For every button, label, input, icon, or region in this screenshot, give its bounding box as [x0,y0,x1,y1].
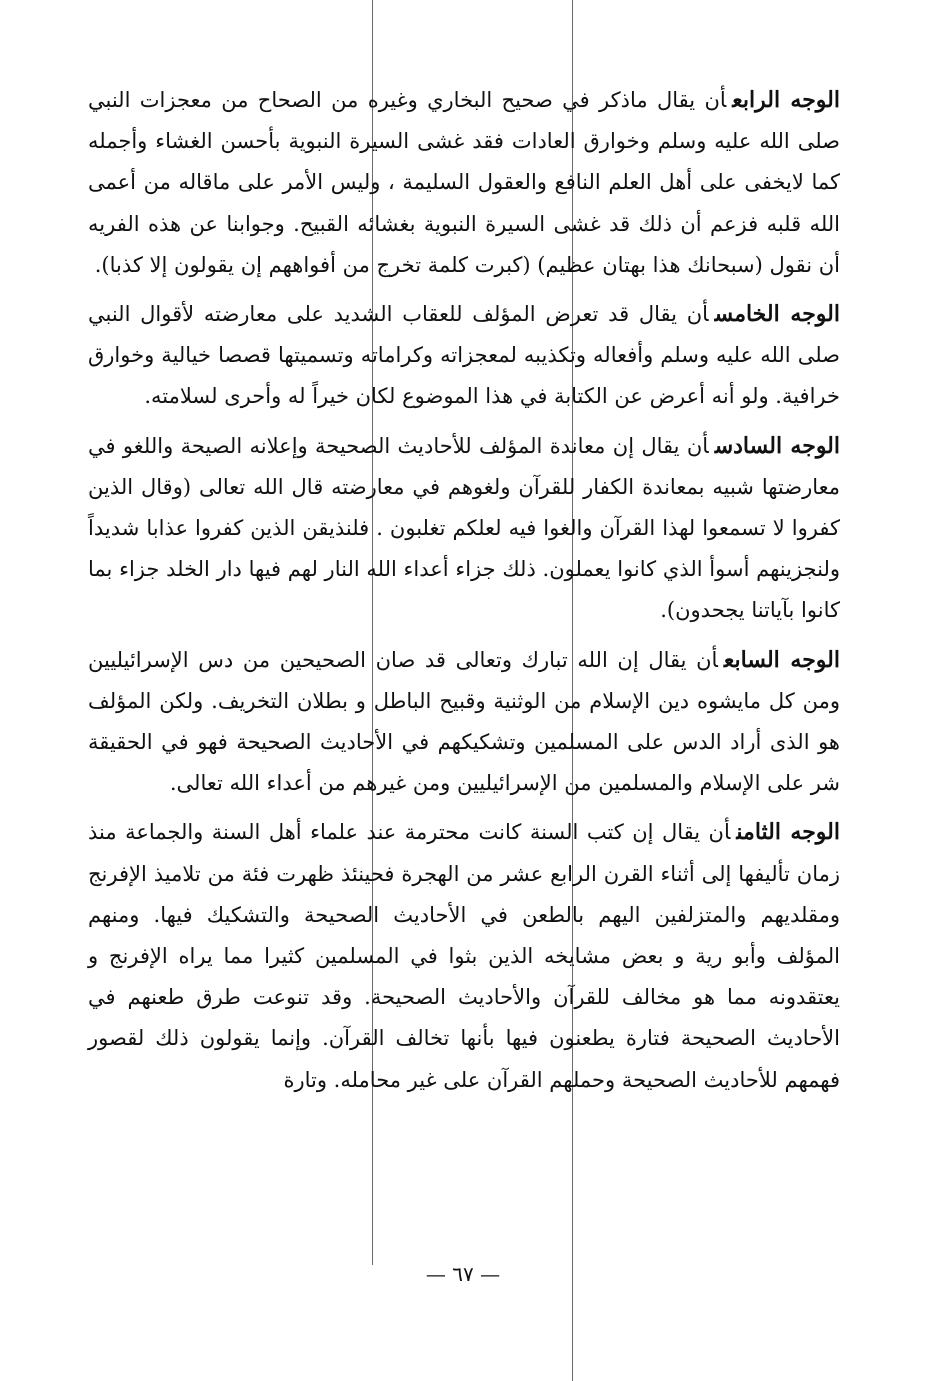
page-number: — ٦٧ — [425,1262,501,1286]
paragraph-eighth-aspect [88,812,840,1100]
paragraph-heading: الوجه الرابع [732,87,840,113]
paragraph-text: أن يقال إن معاندة المؤلف للأحاديث الصحيحة وإعلانه الصيحة واللغو في معارضتها شبيه بمعاندة الكفار للقرآن ولغوهم في معارضته قال الله تعالى (وقال الذين كفروا لا تسمعوا لهذا القرآن والغوا فيه لعلكم تغلبون . فلنذيقن الذين كفروا عذابا شديداً ولنجزينهم أسوأ الذي كانوا يعملون. ذلك جزاء أعداء الله النار لهم فيها دار الخلد جزاء بما كانوا بآياتنا يجحدون). [88,433,840,623]
document-body [88,80,840,1109]
paragraph-sixth-aspect [88,426,840,632]
paragraph-text: أن يقال إن الله تبارك وتعالى قد صان الصحيحين من دس الإسرائيليين ومن كل مايشوه دين الإسلام من الوثنية وقبيح الباطل و بطلان التخريف. ولكن المؤلف هو الذى أراد الدس على المسلمين وتشكيكهم في الأحاديث الصحيحة فهو في الحقيقة شر على الإسلام والمسلمين من الإسرائيليين ومن غيرهم من أعداء الله تعالى. [88,647,840,796]
paragraph-heading: الوجه الثامن [736,819,840,846]
paragraph-heading: الوجه الخامس [714,301,840,328]
paragraph-fourth-aspect [88,80,840,286]
paragraph-text: أن يقال ماذكر في صحيح البخاري وغيره من الصحاح من معجزات النبي صلى الله عليه وسلم وخوارق العادات فقد غشى السيرة النبوية بأحسن الغشاء وأجمله كما لايخفى على أهل العلم النافع والعقول السليمة ، وليس الأمر على ماقاله من أعمى الله قلبه فزعم أن ذلك قد غشى السيرة النبوية بغشائه القبيح. وجوابنا عن هذه الفريه أن نقول (سبحانك هذا بهتان عظيم) (كبرت كلمة تخرج من أفواههم إن يقولون إلا كذبا). [88,88,840,277]
paragraph-fifth-aspect [88,294,840,418]
paragraph-text: أن يقال قد تعرض المؤلف للعقاب الشديد على معارضته لأقوال النبي صلى الله عليه وسلم وأفعاله وتكذيبه لمعجزاته وكراماته وتسميتها قصصا خيالية وخوارق خرافية. ولو أنه أعرض عن الكتابة في هذا الموضوع لكان خيراً له وأحرى لسلامته. [88,302,840,409]
paragraph-heading: الوجه السابع [723,646,840,673]
paragraph-seventh-aspect [88,640,840,805]
paragraph-heading: الوجه السادس [714,432,840,459]
paragraph-text: أن يقال إن كتب السنة كانت محترمة عند علماء أهل السنة والجماعة منذ زمان تأليفها إلى أثناء القرن الرابع عشر من الهجرة فحينئذ ظهرت فئة من تلاميذ الإفرنج ومقلديهم والمتزلفين اليهم بالطعن في الأحاديث الصحيحة والتشكيك فيها. ومنهم المؤلف وأبو رية و بعض مشايخه الذين بثوا في المسلمين كثيرا مما يراه الإفرنج و يعتقدونه مما هو مخالف للقرآن والأحاديث الصحيحة. وقد تنوعت طرق طعنهم في الأحاديث الصحيحة فتارة يطعنون فيها بأنها تخالف القرآن. وإنما يقولون ذلك لقصور فهمهم للأحاديث الصحيحة وحملهم القرآن على غير محامله. وتارة [88,820,840,1092]
